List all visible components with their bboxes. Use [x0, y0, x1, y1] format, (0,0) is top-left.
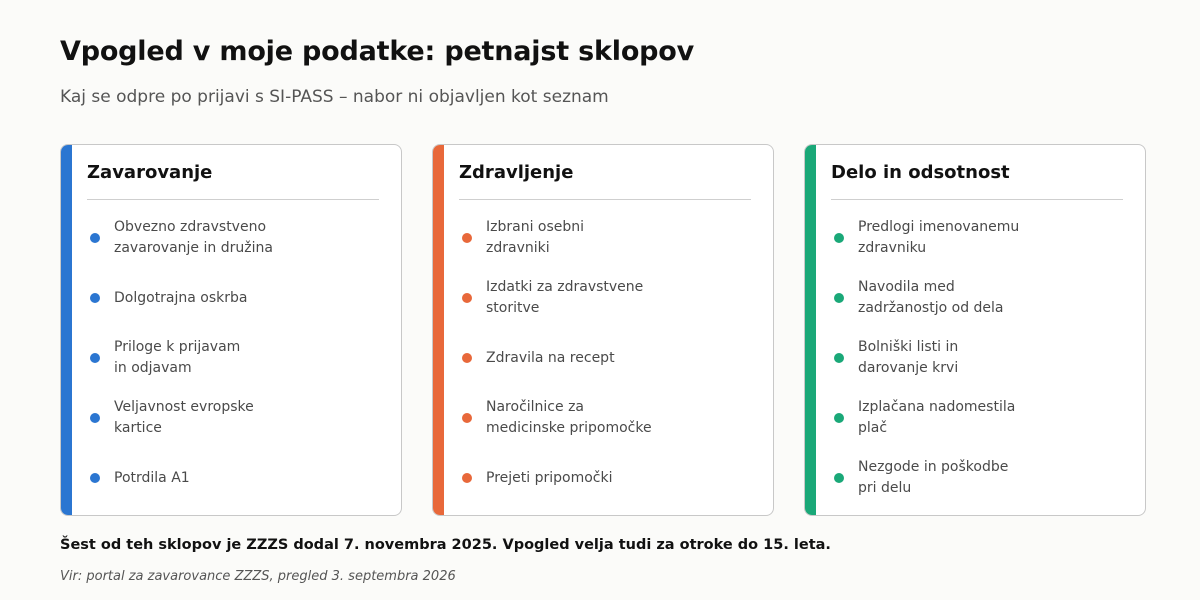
list-item	[831, 268, 1135, 328]
bullet-dot-icon	[834, 233, 844, 243]
list-item-label: Izplačana nadomestila plač	[858, 399, 1016, 436]
list-item-label: Navodila med zadržanostjo od dela	[858, 279, 1004, 316]
list-item	[459, 208, 763, 268]
list-item	[87, 268, 391, 328]
card-delo-in-odsotnost	[804, 144, 1146, 516]
bullet-dot-icon	[90, 293, 100, 303]
bullet-dot-icon	[462, 413, 472, 423]
list-item	[831, 208, 1135, 268]
bullet-dot-icon	[462, 293, 472, 303]
card-accent-bar	[433, 145, 444, 515]
list-item-label: Predlogi imenovanemu zdravniku	[858, 219, 1020, 256]
bullet-dot-icon	[462, 233, 472, 243]
card-accent-bar	[61, 145, 72, 515]
card-divider	[87, 199, 379, 200]
bullet-dot-icon	[834, 473, 844, 483]
bullet-dot-icon	[90, 233, 100, 243]
list-item	[459, 268, 763, 328]
page-subtitle: Kaj se odpre po prijavi s SI-PASS – nabor ni objavljen kot seznam	[60, 87, 609, 107]
category-cards	[60, 144, 1146, 516]
list-item	[831, 448, 1135, 508]
list-item-label: Nezgode in poškodbe pri delu	[858, 459, 1009, 496]
card-title: Zdravljenje	[459, 162, 574, 183]
list-item	[459, 448, 763, 508]
bullet-dot-icon	[462, 473, 472, 483]
list-item-label: Bolniški listi in darovanje krvi	[858, 339, 959, 376]
list-item	[459, 388, 763, 448]
card-divider	[459, 199, 751, 200]
card-zdravljenje	[432, 144, 774, 516]
card-title: Zavarovanje	[87, 162, 213, 183]
card-divider	[831, 199, 1123, 200]
page-title: Vpogled v moje podatke: petnajst sklopov	[60, 36, 695, 67]
list-item	[831, 328, 1135, 388]
bullet-dot-icon	[834, 413, 844, 423]
list-item	[459, 328, 763, 388]
list-item-label: Obvezno zdravstveno zavarovanje in družina	[114, 219, 273, 256]
bullet-dot-icon	[90, 413, 100, 423]
bullet-dot-icon	[90, 473, 100, 483]
list-item	[831, 388, 1135, 448]
list-item	[87, 208, 391, 268]
bullet-dot-icon	[90, 353, 100, 363]
bullet-dot-icon	[462, 353, 472, 363]
list-item	[87, 448, 391, 508]
list-item-label: Zdravila na recept	[486, 349, 615, 366]
source-note: Vir: portal za zavarovance ZZZS, pregled 3. septembra 2026	[60, 569, 456, 584]
list-item-label: Naročilnice za medicinske pripomočke	[486, 399, 652, 436]
list-item-label: Izdatki za zdravstvene storitve	[486, 279, 644, 316]
list-item-label: Izbrani osebni zdravniki	[486, 219, 585, 256]
list-item	[87, 388, 391, 448]
list-item-label: Dolgotrajna oskrba	[114, 289, 248, 306]
list-item-label: Priloge k prijavam in odjavam	[114, 339, 241, 376]
list-item	[87, 328, 391, 388]
card-zavarovanje	[60, 144, 402, 516]
list-item-label: Prejeti pripomočki	[486, 469, 613, 486]
footnote: Šest od teh sklopov je ZZZS dodal 7. novembra 2025. Vpogled velja tudi za otroke do 15. leta.	[60, 537, 831, 553]
bullet-dot-icon	[834, 353, 844, 363]
bullet-dot-icon	[834, 293, 844, 303]
card-title: Delo in odsotnost	[831, 162, 1010, 183]
list-item-label: Potrdila A1	[114, 469, 190, 486]
card-accent-bar	[805, 145, 816, 515]
list-item-label: Veljavnost evropske kartice	[114, 399, 254, 436]
